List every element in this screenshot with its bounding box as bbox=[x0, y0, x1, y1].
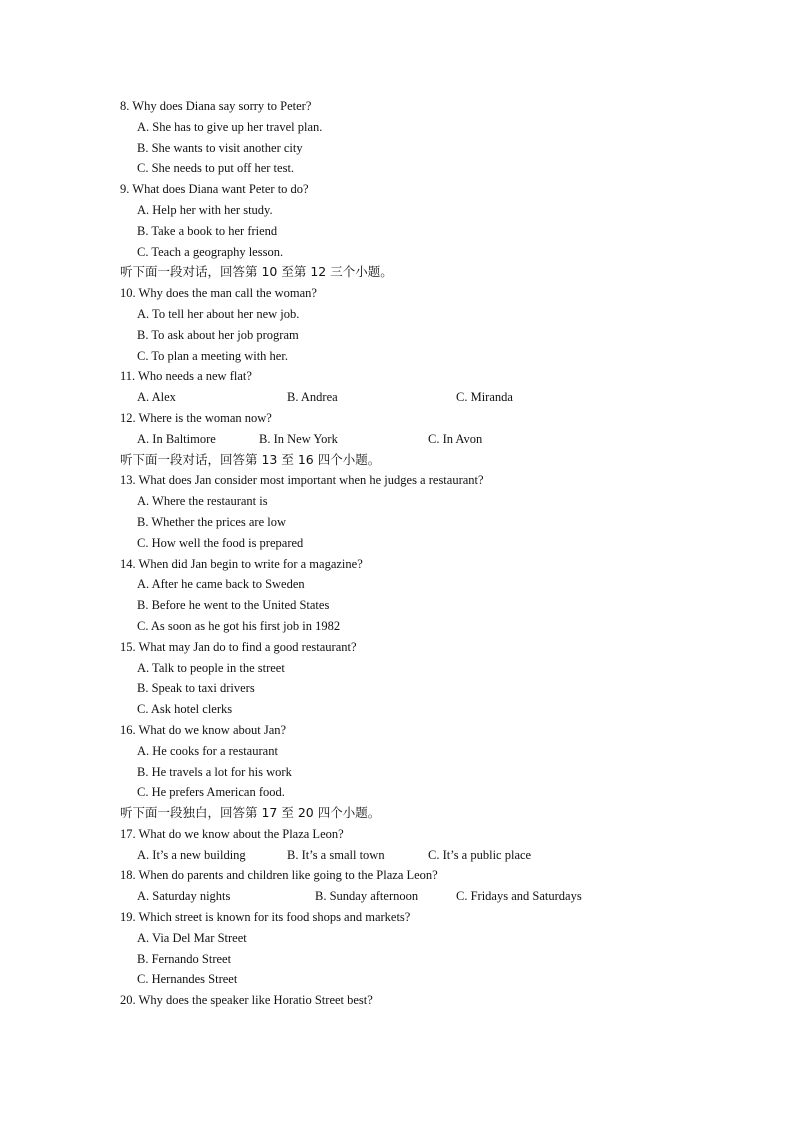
option-row bbox=[120, 845, 720, 866]
answer-option: A. To tell her about her new job. bbox=[137, 306, 300, 321]
answer-option: C. Hernandes Street bbox=[137, 972, 238, 987]
answer-option: C. Miranda bbox=[456, 390, 513, 405]
answer-option: A. Via Del Mar Street bbox=[137, 930, 247, 945]
question-text: 9. What does Diana want Peter to do? bbox=[120, 182, 309, 197]
question-text: 12. Where is the woman now? bbox=[120, 410, 272, 425]
answer-option: A. Saturday nights bbox=[137, 889, 231, 904]
question-text: 10. Why does the man call the woman? bbox=[120, 286, 317, 301]
option-row bbox=[120, 429, 720, 450]
answer-option: C. How well the food is prepared bbox=[137, 535, 304, 550]
question-text: 16. What do we know about Jan? bbox=[120, 722, 287, 737]
answer-option: B. Before he went to the United States bbox=[137, 598, 330, 613]
answer-option: A. He cooks for a restaurant bbox=[137, 743, 278, 758]
answer-option: C. Teach a geography lesson. bbox=[137, 244, 284, 259]
answer-option: B. He travels a lot for his work bbox=[137, 764, 292, 779]
answer-option: B. Take a book to her friend bbox=[137, 223, 278, 238]
answer-option: A. Alex bbox=[137, 390, 176, 405]
answer-option: B. Fernando Street bbox=[137, 951, 232, 966]
answer-option: B. She wants to visit another city bbox=[137, 140, 303, 155]
question-text: 11. Who needs a new flat? bbox=[120, 369, 252, 384]
answer-option: B. Whether the prices are low bbox=[137, 514, 287, 529]
question-text: 13. What does Jan consider most important when he judges a restaurant? bbox=[120, 473, 484, 488]
answer-option: C. She needs to put off her test. bbox=[137, 161, 295, 176]
answer-option: A. In Baltimore bbox=[137, 431, 216, 446]
section-instruction: 听下面一段独白，回答第 17 至 20 四个小题。 bbox=[120, 805, 381, 821]
answer-option: B. It’s a small town bbox=[287, 847, 385, 862]
section-instruction: 听下面一段对话，回答第 13 至 16 四个小题。 bbox=[120, 451, 381, 467]
answer-option: A. Talk to people in the street bbox=[137, 660, 285, 675]
answer-option: B. Speak to taxi drivers bbox=[137, 681, 255, 696]
question-text: 14. When did Jan begin to write for a magazine? bbox=[120, 556, 363, 571]
answer-option: C. To plan a meeting with her. bbox=[137, 348, 288, 363]
answer-option: A. She has to give up her travel plan. bbox=[137, 119, 323, 134]
answer-option: A. After he came back to Sweden bbox=[137, 577, 305, 592]
answer-option: C. Fridays and Saturdays bbox=[456, 889, 582, 904]
answer-option: C. He prefers American food. bbox=[137, 785, 285, 800]
question-text: 8. Why does Diana say sorry to Peter? bbox=[120, 99, 312, 113]
answer-option: B. To ask about her job program bbox=[137, 327, 299, 342]
question-text: 18. When do parents and children like going to the Plaza Leon? bbox=[120, 868, 438, 883]
section-instruction: 听下面一段对话，回答第 10 至第 12 三个小题。 bbox=[120, 264, 393, 280]
answer-option: A. Where the restaurant is bbox=[137, 494, 268, 509]
answer-option: A. Help her with her study. bbox=[137, 202, 273, 217]
option-row bbox=[120, 387, 720, 408]
answer-option: C. In Avon bbox=[428, 431, 483, 446]
question-text: 20. Why does the speaker like Horatio Street best? bbox=[120, 993, 373, 1008]
answer-option: C. Ask hotel clerks bbox=[137, 702, 233, 717]
option-row bbox=[120, 886, 720, 907]
answer-option: B. Andrea bbox=[287, 390, 338, 405]
question-list bbox=[120, 96, 720, 1011]
answer-option: A. It’s a new building bbox=[137, 847, 246, 862]
question-text: 19. Which street is known for its food shops and markets? bbox=[120, 910, 411, 925]
question-text: 17. What do we know about the Plaza Leon? bbox=[120, 826, 344, 841]
answer-option: B. In New York bbox=[259, 431, 338, 446]
answer-option: C. As soon as he got his first job in 1982 bbox=[137, 618, 341, 633]
question-text: 15. What may Jan do to find a good restaurant? bbox=[120, 639, 357, 654]
answer-option: C. It’s a public place bbox=[428, 847, 532, 862]
answer-option: B. Sunday afternoon bbox=[315, 889, 419, 904]
